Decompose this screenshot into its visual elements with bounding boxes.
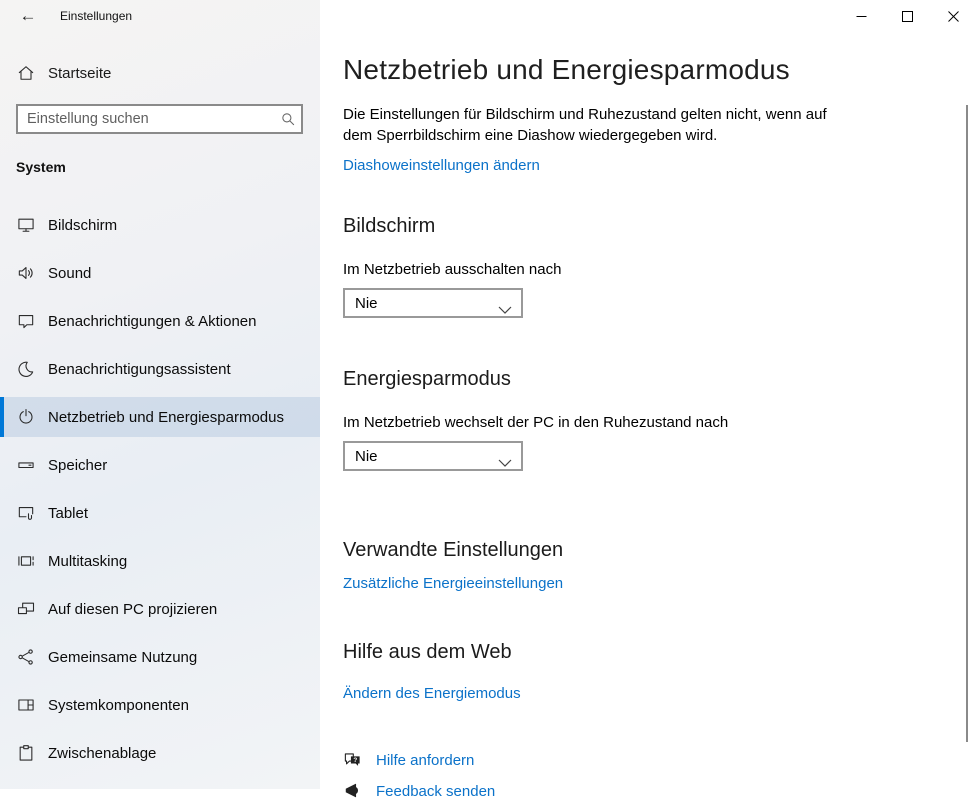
sidebar-item-label: Zwischenablage: [48, 745, 157, 762]
sidebar-home-label: Startseite: [48, 65, 112, 82]
scrollbar-thumb[interactable]: [966, 105, 968, 742]
window-controls: [838, 0, 976, 32]
sidebar-item-label: Netzbetrieb und Energiesparmodus: [48, 409, 284, 426]
titlebar-left: [0, 0, 320, 32]
minimize-icon: [856, 11, 867, 22]
drive-icon: [16, 455, 36, 480]
sidebar-item-label: Auf diesen PC projizieren: [48, 601, 218, 618]
back-arrow-icon: ←: [19, 6, 37, 25]
sidebar-item-gemeinsame-nutzung[interactable]: [0, 637, 320, 677]
sidebar-item-label: Multitasking: [48, 553, 128, 570]
sidebar-item-bildschirm[interactable]: [0, 205, 320, 245]
scrollbar-track[interactable]: [967, 32, 977, 789]
sidebar-item-label: Sound: [48, 265, 92, 282]
selection-accent-bar: [0, 397, 4, 437]
sleep-timeout-value: Nie: [355, 447, 378, 465]
maximize-icon: [902, 11, 913, 22]
search-icon[interactable]: [275, 106, 301, 132]
sidebar-item-label: Systemkomponenten: [48, 697, 189, 714]
feedback-icon: [343, 781, 362, 805]
help-chat-icon: [343, 750, 362, 774]
display-timeout-value: Nie: [355, 294, 378, 312]
sidebar-item-benachrichtigungsassistent[interactable]: [0, 349, 320, 389]
close-icon: [948, 11, 959, 22]
slideshow-settings-link[interactable]: Diashoweinstellungen ändern: [343, 157, 540, 174]
give-feedback-link[interactable]: Feedback senden: [376, 783, 496, 800]
sidebar-item-label: Benachrichtigungsassistent: [48, 361, 231, 378]
sidebar-item-label: Gemeinsame Nutzung: [48, 649, 198, 666]
chevron-down-icon: [498, 301, 512, 318]
additional-power-settings-link[interactable]: Zusätzliche Energieeinstellungen: [343, 575, 564, 592]
display-dropdown-label: Im Netzbetrieb ausschalten nach: [343, 261, 562, 278]
chat-bubble-icon: [16, 311, 36, 336]
app-title: Einstellungen: [60, 9, 133, 23]
sleep-dropdown-label: Im Netzbetrieb wechselt der PC in den Ruhezustand nach: [343, 414, 729, 431]
display-section-heading: Bildschirm: [343, 215, 436, 237]
multitask-icon: [16, 551, 36, 576]
sidebar-item-label: Bildschirm: [48, 217, 118, 234]
sidebar: [0, 0, 320, 789]
close-button[interactable]: [930, 0, 976, 32]
display-timeout-dropdown[interactable]: [343, 288, 523, 318]
project-icon: [16, 599, 36, 624]
sidebar-item-label: Tablet: [48, 505, 89, 522]
sidebar-section-header: System: [16, 159, 66, 175]
web-help-heading: Hilfe aus dem Web: [343, 641, 512, 663]
chevron-down-icon: [498, 454, 512, 471]
sleep-timeout-dropdown[interactable]: [343, 441, 523, 471]
power-icon: [16, 407, 36, 432]
tablet-icon: [16, 503, 36, 528]
svg-text:?: ?: [353, 757, 358, 765]
sleep-section-heading: Energiesparmodus: [343, 368, 511, 390]
components-icon: [16, 695, 36, 720]
main-content: [320, 0, 977, 800]
settings-search-box[interactable]: [16, 104, 303, 134]
page-title: Netzbetrieb und Energiesparmodus: [343, 54, 790, 85]
monitor-icon: [16, 215, 36, 240]
search-input[interactable]: [18, 111, 275, 127]
speaker-icon: [16, 263, 36, 288]
sidebar-nav-list: [0, 205, 320, 781]
sidebar-item-tablet[interactable]: [0, 493, 320, 533]
sidebar-item-multitasking[interactable]: [0, 541, 320, 581]
get-help-link[interactable]: Hilfe anfordern: [376, 752, 475, 769]
maximize-button[interactable]: [884, 0, 930, 32]
minimize-button[interactable]: [838, 0, 884, 32]
clipboard-icon: [16, 743, 36, 768]
sidebar-item-speicher[interactable]: [0, 445, 320, 485]
home-icon: [16, 63, 36, 88]
sidebar-item-home[interactable]: [0, 55, 320, 91]
sidebar-item-benachrichtigungen[interactable]: [0, 301, 320, 341]
intro-text: Die Einstellungen für Bildschirm und Ruhezustand gelten nicht, wenn auf dem Sperrbildschirm eine Diashow wiedergegeben wird.: [343, 106, 827, 144]
sidebar-item-label: Benachrichtigungen & Aktionen: [48, 313, 257, 330]
change-power-mode-link[interactable]: Ändern des Energiemodus: [343, 685, 521, 702]
sidebar-item-zwischenablage[interactable]: [0, 733, 320, 773]
sidebar-item-systemkomponenten[interactable]: [0, 685, 320, 725]
moon-icon: [16, 359, 36, 384]
related-settings-heading: Verwandte Einstellungen: [343, 539, 564, 561]
back-button[interactable]: [10, 2, 46, 30]
sidebar-item-label: Speicher: [48, 457, 108, 474]
share-icon: [16, 647, 36, 672]
sidebar-item-netzbetrieb[interactable]: [0, 397, 320, 437]
sidebar-item-projizieren[interactable]: [0, 589, 320, 629]
sidebar-item-sound[interactable]: [0, 253, 320, 293]
